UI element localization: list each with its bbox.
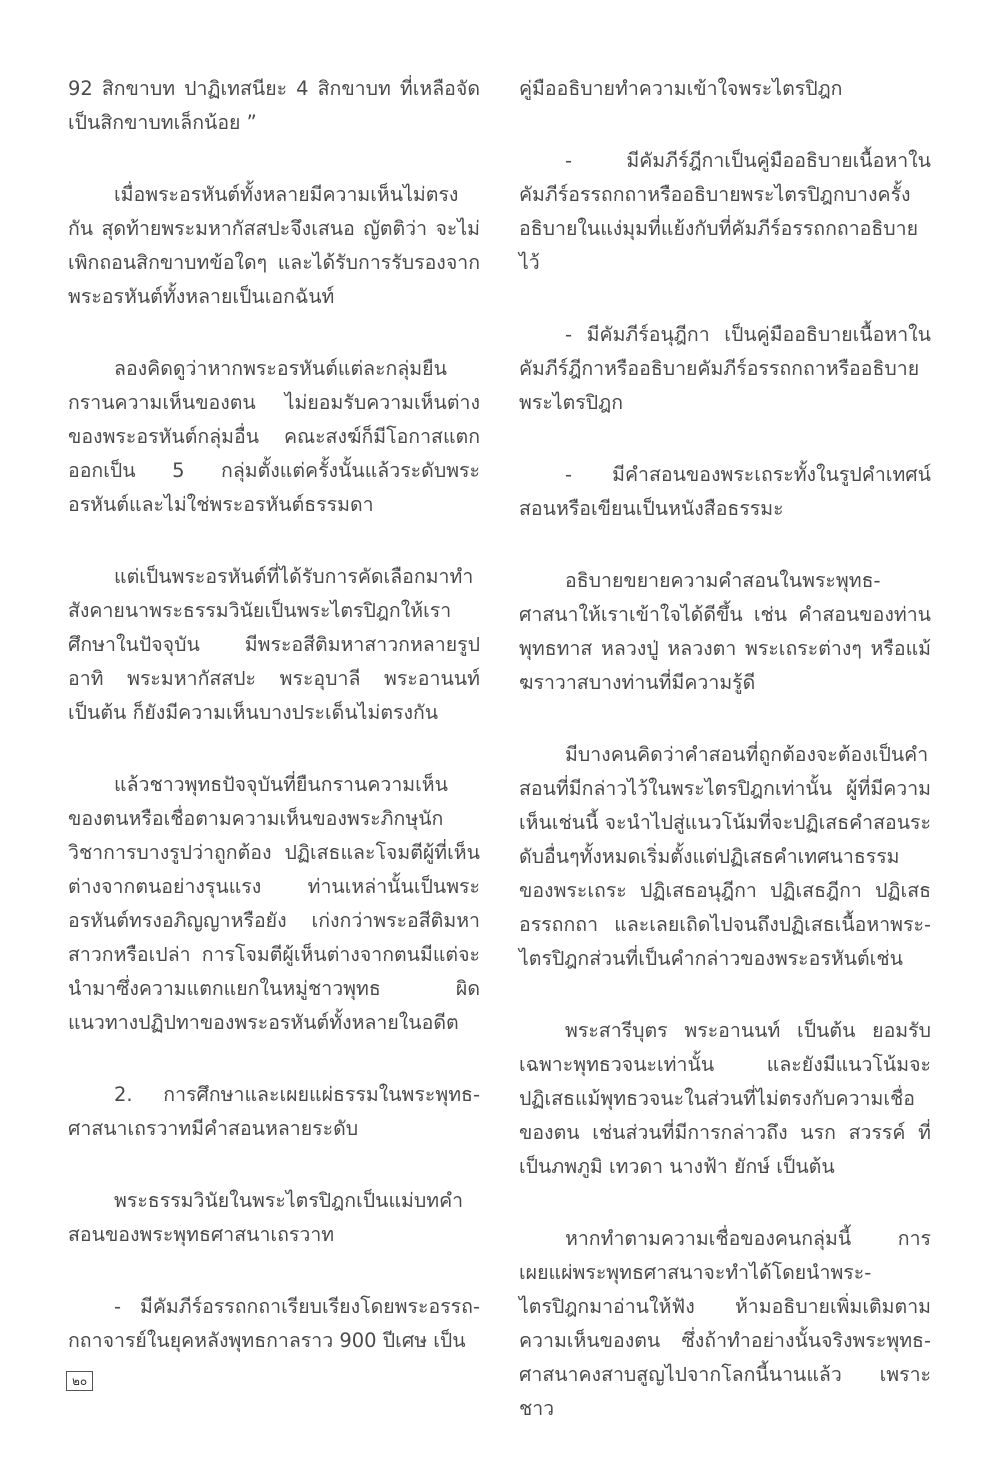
left-column (68, 72, 480, 1396)
page-number: ๒๐ (66, 1371, 93, 1391)
section-heading: 2. การศึกษาและเผยแผ่ธรรมในพระพุทธ-ศาสนาเถรวาทมีคำสอนหลายระดับ (68, 1083, 480, 1140)
paragraph: แต่เป็นพระอรหันต์ที่ได้รับการคัดเลือกมาทำสังคายนาพระธรรมวินัยเป็นพระไตรปิฎกให้เราศึกษาในปัจจุบัน มีพระอสีติมหาสาวกหลายรูป อาทิ พระมหากัสสปะ พระอุบาลี พระอานนท์เป็นต้น ก็ยังมีความเห็นบางประเด็นไม่ตรงกัน (68, 565, 480, 724)
list-item: - มีคัมภีร์ฎีกาเป็นคู่มืออธิบายเนื้อหาในคัมภีร์อรรถกถาหรืออธิบายพระไตรปิฎกบางครั้งอธิบายในแง่มุมที่แย้งกับที่คัมภีร์อรรถกถาอธิบายไว้ (519, 149, 931, 274)
list-item: - มีคัมภีร์อรรถกถาเรียบเรียงโดยพระอรรถ-กถาจารย์ในยุคหลังพุทธกาลราว 900 ปีเศษ เป็น (68, 1295, 480, 1352)
paragraph: ลองคิดดูว่าหากพระอรหันต์แต่ละกลุ่มยืนกรานความเห็นของตน ไม่ยอมรับความเห็นต่างของพระอรหันต์กลุ่มอื่น คณะสงฆ์ก็มีโอกาสแตกออกเป็น 5 กลุ่มตั้งแต่ครั้งนั้นแล้วระดับพระอรหันต์และไม่ใช่พระอรหันต์ธรรมดา (68, 357, 480, 516)
paragraph: มีบางคนคิดว่าคำสอนที่ถูกต้องจะต้องเป็นคำสอนที่มีกล่าวไว้ในพระไตรปิฎกเท่านั้น ผู้ที่มีความเห็นเช่นนี้ จะนำไปสู่แนวโน้มที่จะปฏิเสธคำสอนระดับอื่นๆทั้งหมดเริ่มตั้งแต่ปฏิเสธคำเทศนาธรรมของพระเถระ ปฏิเสธอนุฎีกา ปฏิเสธฎีกา ปฏิเสธอรรถกถา และเลยเถิดไปจนถึงปฏิเสธเนื้อหาพระ-ไตรปิฎกส่วนที่เป็นคำกล่าวของพระอรหันต์เช่น (519, 743, 931, 970)
paragraph: แล้วชาวพุทธปัจจุบันที่ยืนกรานความเห็นของตนหรือเชื่อตามความเห็นของพระภิกษุนักวิชาการบางรูปว่าถูกต้อง ปฏิเสธและโจมตีผู้ที่เห็นต่างจากตนอย่างรุนแรง ท่านเหล่านั้นเป็นพระอรหันต์ทรงอภิญญาหรือยัง เก่งกว่าพระอสีติมหาสาวกหรือเปล่า การโจมตีผู้เห็นต่างจากตนมีแต่จะนำมาซึ่งความแตกแยกในหมู่ชาวพุทธ ผิดแนวทางปฏิปทาของพระอรหันต์ทั้งหลายในอดีต (68, 773, 480, 1034)
paragraph: 92 สิกขาบท ปาฏิเทสนียะ 4 สิกขาบท ที่เหลือจัดเป็นสิกขาบทเล็กน้อย ” (68, 77, 480, 134)
list-item: - มีคัมภีร์อนุฎีกา เป็นคู่มืออธิบายเนื้อหาในคัมภีร์ฎีกาหรืออธิบายคัมภีร์อรรถกถาหรืออธิบายพระไตรปิฎก (519, 323, 931, 414)
list-item: - มีคำสอนของพระเถระทั้งในรูปคำเทศน์สอนหรือเขียนเป็นหนังสือธรรมะ (519, 463, 931, 520)
paragraph: หากทำตามความเชื่อของคนกลุ่มนี้ การเผยแผ่พระพุทธศาสนาจะทำได้โดยนำพระ-ไตรปิฎกมาอ่านให้ฟัง ห้ามอธิบายเพิ่มเติมตามความเห็นของตน ซึ่งถ้าทำอย่างนั้นจริงพระพุทธ-ศาสนาคงสาบสูญไปจากโลกนี้นานแล้ว เพราะชาว (519, 1227, 931, 1420)
paragraph: คู่มืออธิบายทำความเข้าใจพระไตรปิฎก (519, 77, 843, 100)
paragraph: อธิบายขยายความคำสอนในพระพุทธ-ศาสนาให้เราเข้าใจได้ดีขึ้น เช่น คำสอนของท่านพุทธทาส หลวงปู่ หลวงตา พระเถระต่างๆ หรือแม้ฆราวาสบางท่านที่มีความรู้ดี (519, 569, 931, 694)
paragraph: พระสารีบุตร พระอานนท์ เป็นต้น ยอมรับเฉพาะพุทธวจนะเท่านั้น และยังมีแนวโน้มจะปฏิเสธแม้พุทธวจนะในส่วนที่ไม่ตรงกับความเชื่อของตน เช่นส่วนที่มีการกล่าวถึง นรก สวรรค์ ที่เป็นภพภูมิ เทวดา นางฟ้า ยักษ์ เป็นต้น (519, 1019, 931, 1178)
right-column (519, 72, 931, 1464)
paragraph: พระธรรมวินัยในพระไตรปิฎกเป็นแม่บทคำสอนของพระพุทธศาสนาเถรวาท (68, 1189, 464, 1246)
paragraph: เมื่อพระอรหันต์ทั้งหลายมีความเห็นไม่ตรงกัน สุดท้ายพระมหากัสสปะจึงเสนอ ญัตติว่า จะไม่เพิกถอนสิกขาบทข้อใดๆ และได้รับการรับรองจากพระอรหันต์ทั้งหลายเป็นเอกฉันท์ (68, 183, 480, 308)
